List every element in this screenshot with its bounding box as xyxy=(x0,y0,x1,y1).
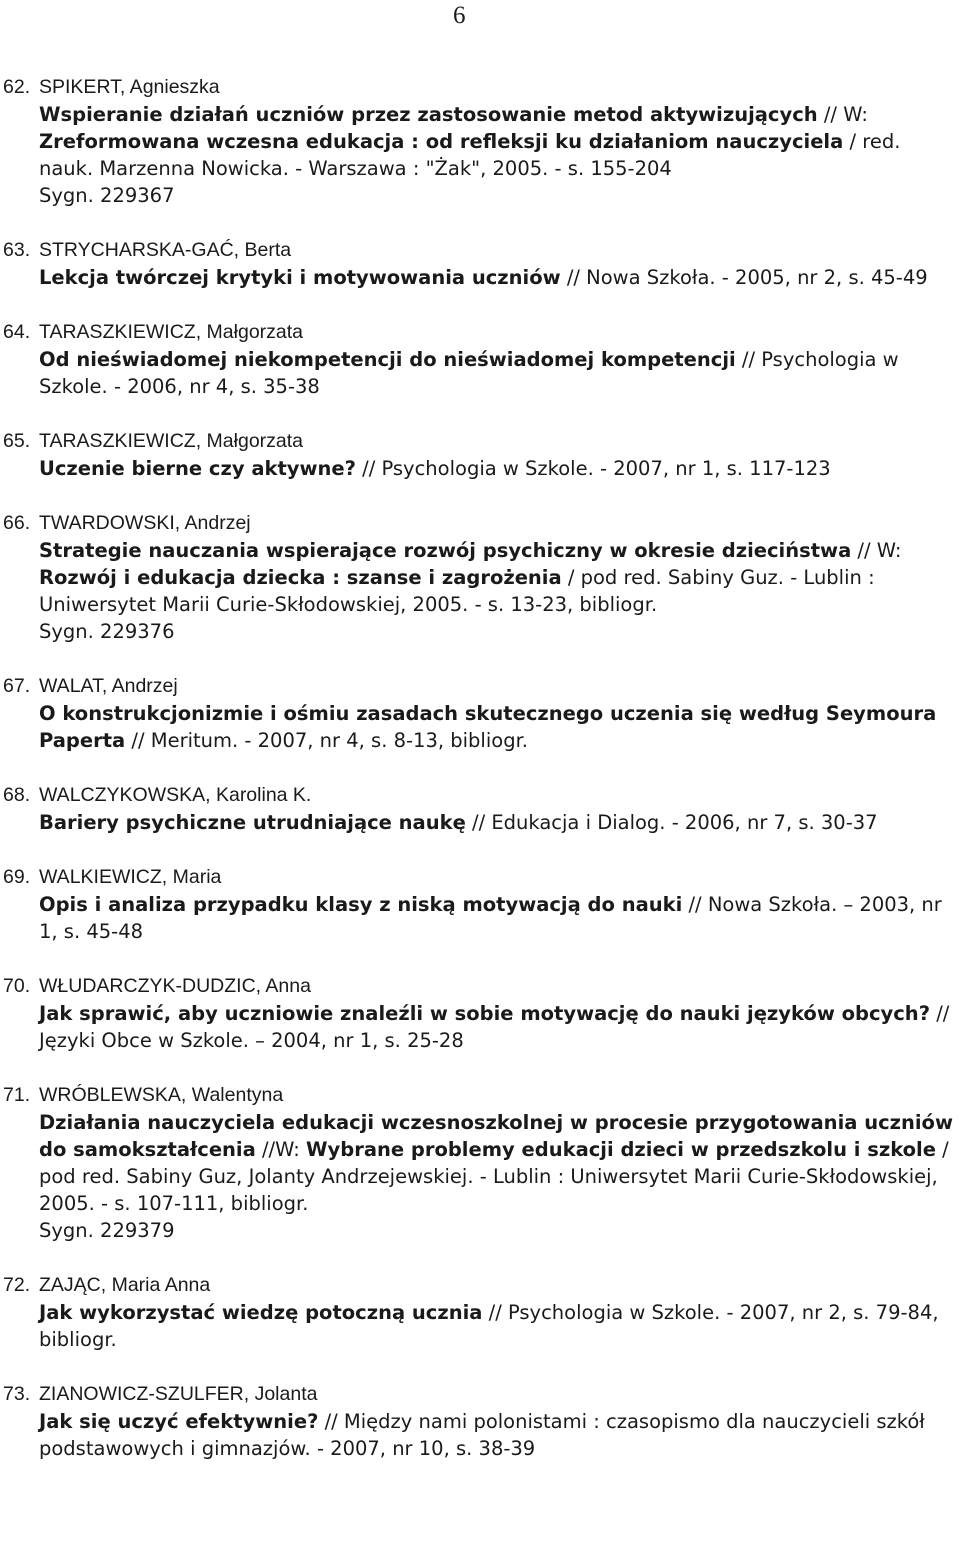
entry-title-text: Zreformowana wczesna edukacja : od refleksji ku działaniom nauczyciela xyxy=(39,130,844,153)
entry-title-text: Lekcja twórczej krytyki i motywowania uczniów xyxy=(39,266,561,289)
entry-number: 73. xyxy=(3,1383,31,1405)
bibliography-entry-63 xyxy=(0,237,960,291)
entry-source-text: // Psychologia w Szkole. - 2007, nr 1, s. 117-123 xyxy=(355,457,831,480)
bibliography-entry-64 xyxy=(0,319,960,400)
entry-source-text: // Między nami polonistami : czasopismo dla nauczycieli szkół podstawowych i gimnazjów. - 2007, nr 10, s. 38-39 xyxy=(39,1410,925,1460)
entry-number: 71. xyxy=(3,1084,31,1106)
entry-author: STRYCHARSKA-GAĆ, Berta xyxy=(39,239,292,261)
entry-source-text: / pod red. Sabiny Guz, Jolanty Andrzejewskiej. - Lublin : Uniwersytet Marii Curie-Skłodowskiej, 2005. - s. 107-111, bibliogr. xyxy=(39,1138,949,1215)
entry-author: WRÓBLEWSKA, Walentyna xyxy=(39,1084,284,1106)
entry-number: 62. xyxy=(3,76,31,98)
entry-number: 65. xyxy=(3,430,31,452)
bibliography-entry-62 xyxy=(0,74,960,209)
entry-source-text: // Nowa Szkoła. – 2003, nr 1, s. 45-48 xyxy=(39,893,942,943)
entry-author: TWARDOWSKI, Andrzej xyxy=(39,512,251,534)
entry-description xyxy=(39,700,960,754)
entry-author: ZIANOWICZ-SZULFER, Jolanta xyxy=(39,1383,318,1405)
entry-number: 70. xyxy=(3,975,31,997)
entry-author: WŁUDARCZYK-DUDZIC, Anna xyxy=(39,975,311,997)
entry-source-text: // Psychologia w Szkole. - 2006, nr 4, s. 35-38 xyxy=(39,348,899,398)
entry-source-text: // Języki Obce w Szkole. – 2004, nr 1, s. 25-28 xyxy=(39,1002,950,1052)
bibliography-entry-69 xyxy=(0,864,960,945)
bibliography-entry-68 xyxy=(0,782,960,836)
bibliography-list xyxy=(0,74,960,1490)
entry-source-text: // W: xyxy=(851,539,902,562)
entry-author: TARASZKIEWICZ, Małgorzata xyxy=(39,321,304,343)
entry-author: ZAJĄC, Maria Anna xyxy=(39,1274,211,1296)
entry-title-text: Opis i analiza przypadku klasy z niską motywacją do nauki xyxy=(39,893,683,916)
entry-source-text: // Edukacja i Dialog. - 2006, nr 7, s. 30-37 xyxy=(465,811,878,834)
entry-title-text: Jak się uczyć efektywnie? xyxy=(39,1410,319,1433)
entry-source-text: / pod red. Sabiny Guz. - Lublin : Uniwersytet Marii Curie-Skłodowskiej, 2005. - s. 13-23, bibliogr. xyxy=(39,566,875,616)
entry-author: WALKIEWICZ, Maria xyxy=(39,866,222,888)
entry-source-text: // Nowa Szkoła. - 2005, nr 2, s. 45-49 xyxy=(560,266,928,289)
entry-number: 64. xyxy=(3,321,31,343)
entry-source-text: // Psychologia w Szkole. - 2007, nr 2, s. 79-84, bibliogr. xyxy=(39,1301,939,1351)
entry-author: WALCZYKOWSKA, Karolina K. xyxy=(39,784,312,806)
entry-description xyxy=(39,101,960,209)
entry-description xyxy=(39,455,960,482)
entry-number: 72. xyxy=(3,1274,31,1296)
entry-title-text: Wybrane problemy edukacji dzieci w przedszkolu i szkole xyxy=(306,1138,936,1161)
bibliography-entry-65 xyxy=(0,428,960,482)
bibliography-entry-73 xyxy=(0,1381,960,1462)
entry-title-text: Jak sprawić, aby uczniowie znaleźli w sobie motywację do nauki języków obcych? xyxy=(39,1002,931,1025)
bibliography-entry-67 xyxy=(0,673,960,754)
entry-description xyxy=(39,809,960,836)
entry-number: 69. xyxy=(3,866,31,888)
bibliography-entry-70 xyxy=(0,973,960,1054)
entry-author: SPIKERT, Agnieszka xyxy=(39,76,220,98)
entry-source-text: Sygn. 229376 xyxy=(39,620,175,643)
entry-description xyxy=(39,346,960,400)
entry-source-text: // Meritum. - 2007, nr 4, s. 8-13, bibliogr. xyxy=(125,729,528,752)
entry-title-text: Uczenie bierne czy aktywne? xyxy=(39,457,356,480)
entry-author: WALAT, Andrzej xyxy=(39,675,178,697)
entry-title-text: Jak wykorzystać wiedzę potoczną ucznia xyxy=(39,1301,483,1324)
entry-description xyxy=(39,537,960,645)
entry-description xyxy=(39,1408,960,1462)
entry-source-text: / red. nauk. Marzenna Nowicka. - Warszawa : "Żak", 2005. - s. 155-204 xyxy=(39,130,901,180)
entry-description xyxy=(39,891,960,945)
entry-source-text: Sygn. 229367 xyxy=(39,184,175,207)
entry-title-text: Strategie nauczania wspierające rozwój psychiczny w okresie dzieciństwa xyxy=(39,539,852,562)
entry-source-text: // W: xyxy=(817,103,868,126)
bibliography-entry-72 xyxy=(0,1272,960,1353)
entry-title-text: Działania nauczyciela edukacji wczesnoszkolnej w procesie przygotowania uczniów do samokształcenia xyxy=(39,1111,953,1161)
bibliography-entry-71 xyxy=(0,1082,960,1244)
entry-title-text: O konstrukcjonizmie i ośmiu zasadach skutecznego uczenia się według Seymoura Paperta xyxy=(39,702,937,752)
entry-description xyxy=(39,1299,960,1353)
entry-title-text: Bariery psychiczne utrudniające naukę xyxy=(39,811,466,834)
entry-description xyxy=(39,1109,960,1244)
entry-title-text: Od nieświadomej niekompetencji do nieświadomej kompetencji xyxy=(39,348,736,371)
page-number: 6 xyxy=(453,2,466,29)
entry-source-text: Sygn. 229379 xyxy=(39,1219,175,1242)
entry-description xyxy=(39,264,960,291)
entry-number: 66. xyxy=(3,512,31,534)
entry-description xyxy=(39,1000,960,1054)
entry-number: 67. xyxy=(3,675,31,697)
entry-title-text: Rozwój i edukacja dziecka : szanse i zagrożenia xyxy=(39,566,562,589)
entry-author: TARASZKIEWICZ, Małgorzata xyxy=(39,430,304,452)
bibliography-entry-66 xyxy=(0,510,960,645)
entry-title-text: Wspieranie działań uczniów przez zastosowanie metod aktywizujących xyxy=(39,103,818,126)
entry-number: 63. xyxy=(3,239,31,261)
entry-number: 68. xyxy=(3,784,31,806)
entry-source-text: //W: xyxy=(255,1138,307,1161)
